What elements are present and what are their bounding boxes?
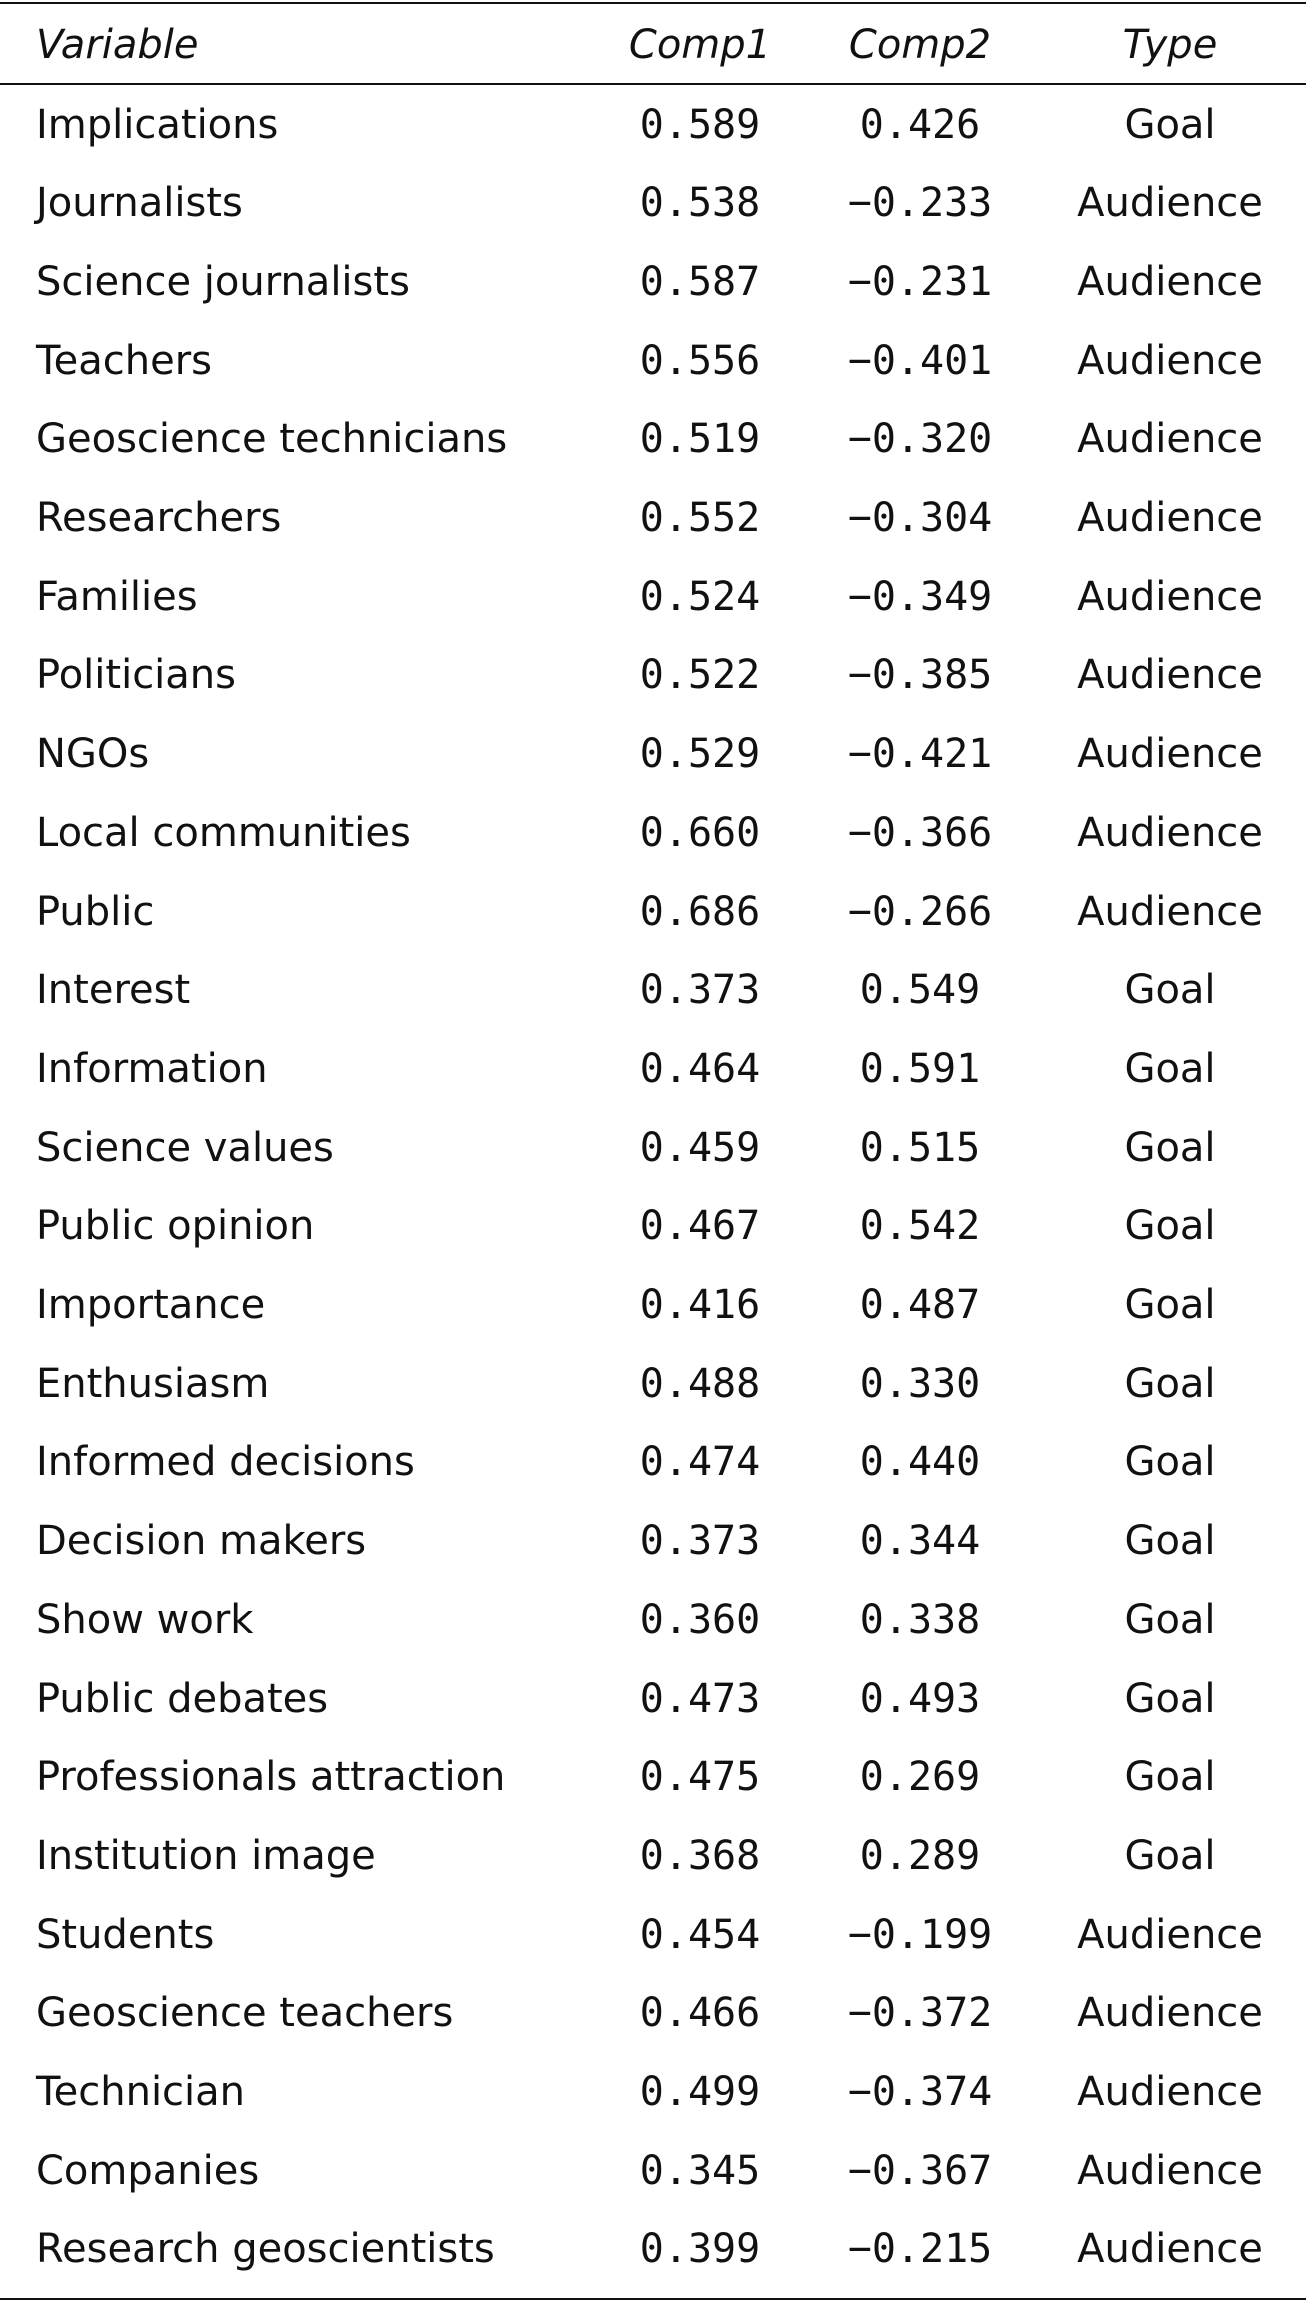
cell-variable: Teachers [36,337,212,384]
cell-comp2: −0.231 [847,258,993,305]
cell-variable: Interest [36,967,191,1014]
cell-variable: Geoscience technicians [36,416,508,463]
cell-type: Goal [1124,967,1216,1014]
cell-comp2: 0.344 [859,1518,981,1565]
cell-variable: Implications [36,101,279,148]
cell-variable: Enthusiasm [36,1360,270,1407]
cell-type: Goal [1124,1754,1216,1801]
cell-comp1: 0.686 [639,888,761,935]
cell-type: Audience [1077,731,1263,778]
cell-comp2: 0.591 [859,1045,981,1092]
cell-type: Goal [1124,1675,1216,1722]
cell-type: Goal [1124,1203,1216,1250]
cell-comp2: −0.304 [847,495,993,541]
cell-variable: Local communities [36,809,411,856]
cell-comp1: 0.416 [639,1282,761,1328]
cell-type: Audience [1077,1990,1263,2037]
cell-comp2: −0.401 [847,337,993,384]
cell-comp2: 0.289 [859,1832,981,1879]
cell-variable: NGOs [36,731,150,778]
cell-type: Audience [1077,258,1263,305]
table-top-rule [0,2,1306,4]
cell-variable: Show work [36,1596,254,1643]
cell-type: Audience [1077,1911,1263,1958]
table-row [0,872,1306,951]
cell-variable: Informed decisions [36,1439,415,1486]
cell-comp2: 0.426 [859,101,981,148]
cell-comp1: 0.345 [639,2147,761,2194]
cell-variable: Technician [36,2069,246,2115]
table-row [0,2210,1306,2289]
cell-variable: Research geoscientists [36,2226,495,2273]
cell-type: Audience [1077,2147,1263,2194]
cell-comp1: 0.519 [639,416,761,463]
cell-comp2: −0.320 [847,416,993,463]
cell-type: Goal [1124,1518,1216,1565]
cell-variable: Public [36,888,155,935]
cell-type: Audience [1077,652,1263,699]
cell-comp1: 0.587 [639,258,761,305]
cell-comp2: 0.487 [859,1282,981,1328]
cell-variable: Companies [36,2147,260,2194]
cell-comp1: 0.368 [639,1832,761,1879]
cell-comp1: 0.556 [639,337,761,384]
cell-type: Audience [1077,809,1263,856]
cell-type: Audience [1077,495,1263,541]
cell-type: Audience [1077,888,1263,935]
table-row [0,1187,1306,1266]
cell-variable: Professionals attraction [36,1754,506,1801]
cell-comp2: −0.367 [847,2147,993,2194]
table-row [0,1974,1306,2053]
table-row [0,1580,1306,1659]
cell-variable: Politicians [36,652,236,699]
cell-comp1: 0.524 [639,573,761,620]
table-row [0,321,1306,400]
table-row [0,636,1306,715]
header-type: Type [1122,21,1218,68]
cell-comp2: −0.266 [847,888,993,935]
cell-comp1: 0.399 [639,2226,761,2273]
cell-variable: Decision makers [36,1518,367,1565]
cell-comp2: −0.349 [847,573,993,620]
cell-comp2: −0.374 [847,2069,993,2115]
cell-comp1: 0.360 [639,1596,761,1643]
table-row [0,2131,1306,2210]
table-row [0,1502,1306,1581]
cell-comp1: 0.373 [639,1518,761,1565]
table-row [0,557,1306,636]
cell-type: Audience [1077,2226,1263,2273]
cell-comp2: −0.421 [847,731,993,778]
table-row [0,1266,1306,1345]
cell-type: Audience [1077,180,1263,227]
cell-comp1: 0.475 [639,1754,761,1801]
cell-variable: Researchers [36,495,282,541]
cell-comp1: 0.499 [639,2069,761,2115]
cell-type: Goal [1124,101,1216,148]
table-header-row [0,5,1306,84]
cell-comp1: 0.467 [639,1203,761,1250]
cell-comp1: 0.522 [639,652,761,699]
cell-variable: Importance [36,1282,266,1328]
cell-type: Goal [1124,1596,1216,1643]
cell-variable: Journalists [36,180,243,227]
table-row [0,1108,1306,1187]
table-bottom-rule [0,2298,1306,2300]
table-row [0,1344,1306,1423]
cell-comp1: 0.552 [639,495,761,541]
cell-comp1: 0.660 [639,809,761,856]
table-row [0,164,1306,243]
cell-comp1: 0.473 [639,1675,761,1722]
cell-variable: Geoscience teachers [36,1990,454,2037]
cell-type: Audience [1077,2069,1263,2115]
table-row [0,400,1306,479]
cell-variable: Science journalists [36,258,410,305]
table-row [0,793,1306,872]
cell-comp2: −0.385 [847,652,993,699]
cell-variable: Information [36,1045,268,1092]
cell-comp2: −0.372 [847,1990,993,2037]
cell-comp2: −0.366 [847,809,993,856]
cell-comp1: 0.474 [639,1439,761,1486]
cell-type: Audience [1077,416,1263,463]
cell-comp1: 0.454 [639,1911,761,1958]
cell-type: Audience [1077,573,1263,620]
cell-comp2: 0.515 [859,1124,981,1171]
cell-variable: Students [36,1911,215,1958]
table-row [0,951,1306,1030]
cell-comp2: 0.542 [859,1203,981,1250]
cell-comp2: 0.338 [859,1596,981,1643]
cell-comp2: 0.330 [859,1360,981,1407]
cell-type: Goal [1124,1832,1216,1879]
cell-type: Goal [1124,1045,1216,1092]
cell-type: Goal [1124,1439,1216,1486]
cell-comp1: 0.589 [639,101,761,148]
table-row [0,715,1306,794]
cell-variable: Institution image [36,1832,376,1879]
table-row [0,1029,1306,1108]
cell-type: Goal [1124,1124,1216,1171]
table-row [0,1895,1306,1974]
header-comp2: Comp2 [848,21,992,68]
header-comp1: Comp1 [628,21,772,68]
cell-comp2: 0.493 [859,1675,981,1722]
cell-comp1: 0.464 [639,1045,761,1092]
cell-type: Goal [1124,1360,1216,1407]
table-row [0,1738,1306,1817]
cell-comp2: 0.269 [859,1754,981,1801]
table-row [0,1659,1306,1738]
cell-comp1: 0.488 [639,1360,761,1407]
table-row [0,1423,1306,1502]
cell-comp2: −0.215 [847,2226,993,2273]
cell-variable: Families [36,573,198,620]
cell-comp2: −0.233 [847,180,993,227]
table-row [0,85,1306,164]
cell-type: Goal [1124,1282,1216,1328]
table-row [0,242,1306,321]
cell-comp1: 0.459 [639,1124,761,1171]
cell-comp2: 0.549 [859,967,981,1014]
cell-comp1: 0.373 [639,967,761,1014]
cell-comp1: 0.529 [639,731,761,778]
cell-variable: Science values [36,1124,334,1171]
cell-comp1: 0.466 [639,1990,761,2037]
table-row [0,1816,1306,1895]
cell-type: Audience [1077,337,1263,384]
cell-comp2: 0.440 [859,1439,981,1486]
table-row [0,2053,1306,2132]
cell-variable: Public debates [36,1675,329,1722]
table-row [0,479,1306,558]
header-variable: Variable [36,21,199,68]
cell-variable: Public opinion [36,1203,315,1250]
cell-comp2: −0.199 [847,1911,993,1958]
cell-comp1: 0.538 [639,180,761,227]
